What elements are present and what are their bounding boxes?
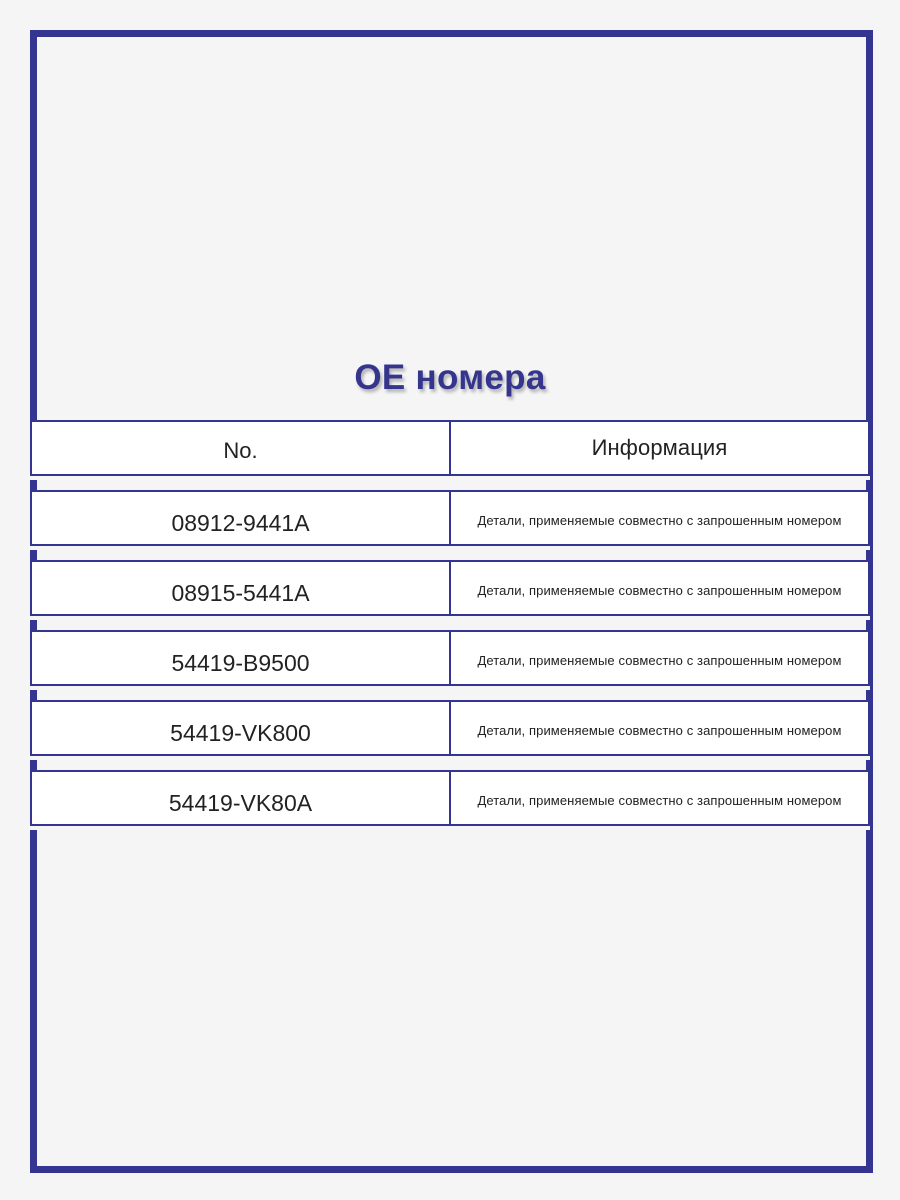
oe-number: 08915-5441A bbox=[171, 579, 310, 606]
table-row bbox=[30, 770, 870, 830]
oe-number: 54419-VK800 bbox=[170, 719, 311, 746]
info-cell bbox=[449, 490, 870, 546]
info-text: Детали, применяемые совместно с запрошенным номером bbox=[477, 652, 842, 668]
oe-number-cell bbox=[30, 630, 451, 686]
info-cell bbox=[449, 700, 870, 756]
info-text: Детали, применяемые совместно с запрошенным номером bbox=[477, 582, 842, 598]
header-info-label: Информация bbox=[591, 435, 728, 460]
info-cell bbox=[449, 770, 870, 826]
oe-number: 54419-VK80A bbox=[168, 789, 313, 816]
table-header-row bbox=[30, 420, 870, 480]
oe-number-cell bbox=[30, 700, 451, 756]
oe-number: 54419-B9500 bbox=[171, 649, 310, 676]
info-text: Детали, применяемые совместно с запрошенным номером bbox=[477, 722, 842, 738]
page-title: OE номера bbox=[354, 358, 546, 397]
info-text: Детали, применяемые совместно с запрошенным номером bbox=[477, 512, 842, 528]
oe-number-cell bbox=[30, 560, 451, 616]
header-no bbox=[30, 420, 451, 476]
oe-number-cell bbox=[30, 770, 451, 826]
table-row bbox=[30, 490, 870, 550]
table-row bbox=[30, 560, 870, 620]
header-info bbox=[449, 420, 870, 476]
info-text: Детали, применяемые совместно с запрошенным номером bbox=[477, 792, 842, 808]
info-cell bbox=[449, 630, 870, 686]
oe-number: 08912-9441A bbox=[171, 509, 310, 536]
info-cell bbox=[449, 560, 870, 616]
table-row bbox=[30, 630, 870, 690]
header-no-label: No. bbox=[223, 438, 258, 463]
oe-number-cell bbox=[30, 490, 451, 546]
table-row bbox=[30, 700, 870, 760]
